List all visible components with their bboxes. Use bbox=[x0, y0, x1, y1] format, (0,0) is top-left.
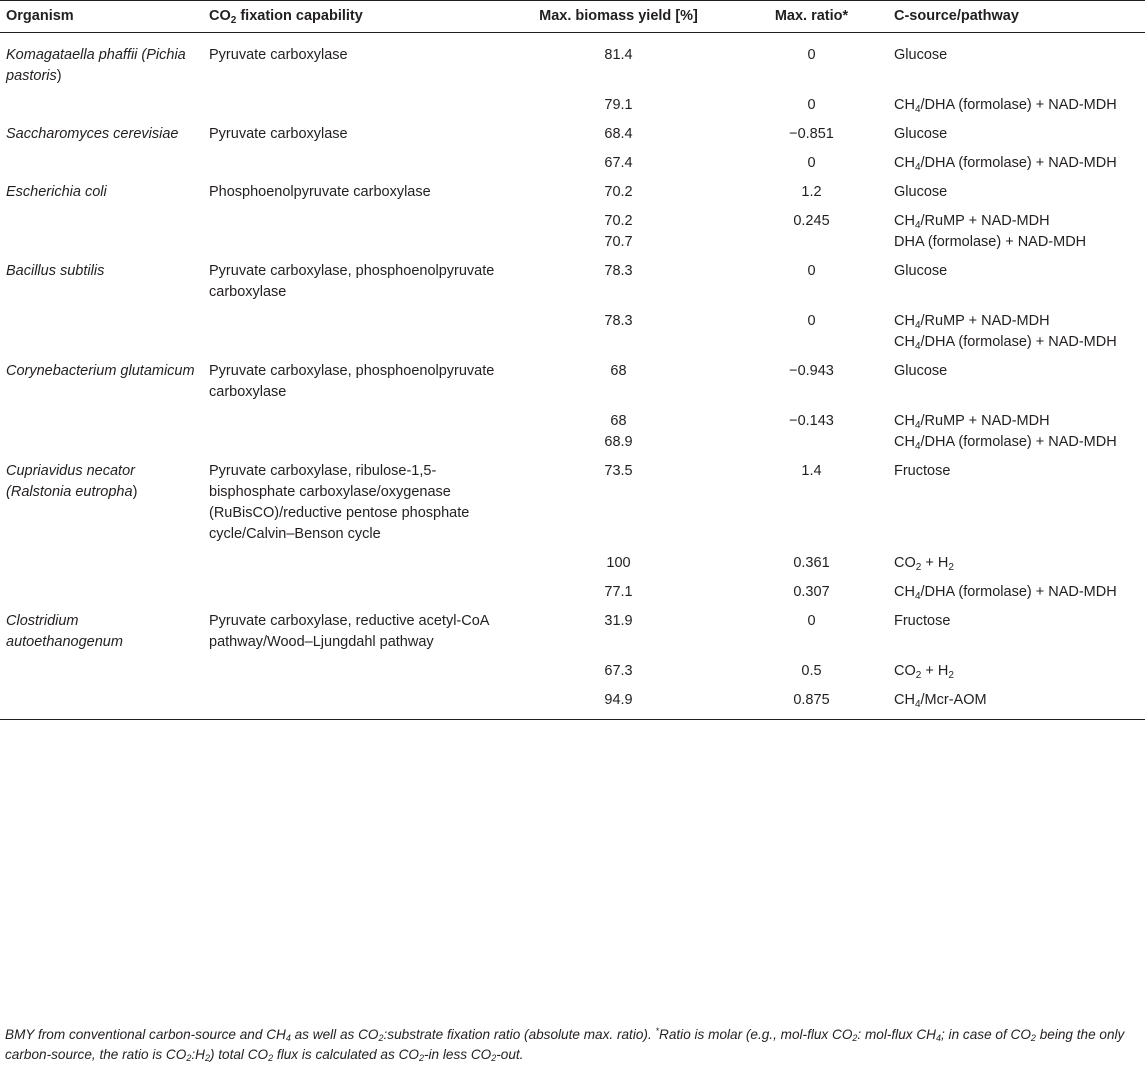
csource-cell: Fructose bbox=[894, 463, 951, 479]
ratio-cell: 0.361 bbox=[793, 555, 830, 571]
organism-cell: Cupriavidus necator (Ralstonia eutropha) bbox=[6, 463, 138, 500]
table-row bbox=[0, 353, 1145, 403]
ratio-cell: −0.851 bbox=[789, 126, 834, 142]
capability-cell: Pyruvate carboxylase, phosphoenolpyruvate carboxylase bbox=[209, 263, 495, 300]
table-row bbox=[0, 33, 1145, 88]
header-c-source: C-source/pathway bbox=[888, 1, 1145, 33]
table-footnote: BMY from conventional carbon-source and $CH_4$ as well as $CO_2:substrate$ fixation ratio (absolute max. ratio). *Ratio is molar (e.g., mol-flux $CO_2$: mol-flux $CH_4$; in case of $CO_2$ being the only carbon-source, the ratio is $CO_2:H_2$) total $CO_2$ flux is calculated as $CO_2-in$ less $CO_2$-out. bbox=[5, 1026, 1125, 1063]
organism-cell: Komagataella phaffii (Pichia pastoris) bbox=[6, 47, 186, 84]
ratio-cell: 0.245 bbox=[793, 213, 830, 229]
capability-cell: Pyruvate carboxylase, ribulose-1,5-bisphosphate carboxylase/oxygenase (RuBisCO)/reductive pentose phosphate cycle/Calvin–Benson cycle bbox=[209, 463, 470, 542]
yield-cell: 78.3 bbox=[604, 313, 633, 329]
csource-cell: $CH_4$/RuMP + NAD-MDH $CH_4$/DHA (formolase) + NAD-MDH bbox=[894, 413, 1117, 452]
ratio-cell: 0 bbox=[807, 263, 816, 279]
csource-cell: Glucose bbox=[894, 263, 948, 279]
capability-cell: Pyruvate carboxylase bbox=[209, 47, 348, 63]
csource-cell: Glucose bbox=[894, 184, 948, 200]
yield-cell: 79.1 bbox=[604, 97, 633, 113]
ratio-cell: 1.4 bbox=[801, 463, 822, 479]
table-row bbox=[0, 87, 1145, 116]
capability-cell: Phosphoenolpyruvate carboxylase bbox=[209, 184, 431, 200]
yield-cell: 68 68.9 bbox=[604, 413, 633, 450]
ratio-cell: 0 bbox=[807, 613, 816, 629]
yield-cell: 31.9 bbox=[604, 613, 633, 629]
table-row bbox=[0, 603, 1145, 653]
header-biomass-yield: Max. biomass yield [%] bbox=[502, 1, 733, 33]
table-row bbox=[0, 116, 1145, 145]
yield-cell: 67.4 bbox=[604, 155, 633, 171]
capability-cell: Pyruvate carboxylase, phosphoenolpyruvate carboxylase bbox=[209, 363, 495, 400]
csource-cell: Fructose bbox=[894, 613, 951, 629]
yield-cell: 77.1 bbox=[604, 584, 633, 600]
csource-cell: Glucose bbox=[894, 363, 948, 379]
csource-cell: Glucose bbox=[894, 126, 948, 142]
ratio-cell: 0.307 bbox=[793, 584, 830, 600]
yield-cell: 81.4 bbox=[604, 47, 633, 63]
organism-cell: Saccharomyces cerevisiae bbox=[6, 126, 179, 142]
ratio-cell: 0.875 bbox=[793, 692, 830, 708]
table-row bbox=[0, 653, 1145, 682]
yield-cell: 68.4 bbox=[604, 126, 633, 142]
csource-cell: $CH_4$/RuMP + NAD-MDH $CH_4$/DHA (formolase) + NAD-MDH bbox=[894, 313, 1117, 352]
table-row bbox=[0, 545, 1145, 574]
csource-cell: Glucose bbox=[894, 47, 948, 63]
csource-cell: $CH_4$/DHA (formolase) + NAD-MDH bbox=[894, 97, 1117, 115]
csource-cell: $CH_4$/DHA (formolase) + NAD-MDH bbox=[894, 155, 1117, 173]
organism-cell: Corynebacterium glutamicum bbox=[6, 363, 195, 379]
yield-cell: 70.2 bbox=[604, 184, 633, 200]
capability-cell: Pyruvate carboxylase bbox=[209, 126, 348, 142]
table-row bbox=[0, 253, 1145, 303]
yield-cell: 73.5 bbox=[604, 463, 633, 479]
header-co2-fixation: $CO_2$ fixation capability bbox=[203, 1, 502, 33]
table-row bbox=[0, 303, 1145, 353]
table-row bbox=[0, 574, 1145, 603]
table-row bbox=[0, 403, 1145, 453]
ratio-cell: 0 bbox=[807, 313, 816, 329]
table-row bbox=[0, 145, 1145, 174]
yield-cell: 94.9 bbox=[604, 692, 633, 708]
csource-cell: $CO_2 + H_2$ bbox=[894, 663, 954, 681]
yield-cell: 68 bbox=[610, 363, 627, 379]
yield-cell: 100 bbox=[606, 555, 631, 571]
table-row bbox=[0, 174, 1145, 203]
ratio-cell: 0.5 bbox=[801, 663, 822, 679]
organism-cell: Clostridium autoethanogenum bbox=[6, 613, 123, 650]
csource-cell: $CH_4$/DHA (formolase) + NAD-MDH bbox=[894, 584, 1117, 602]
ratio-cell: 0 bbox=[807, 97, 816, 113]
yield-cell: 70.2 70.7 bbox=[604, 213, 633, 250]
yield-cell: 78.3 bbox=[604, 263, 633, 279]
header-organism: Organism bbox=[0, 1, 203, 33]
table-row bbox=[0, 453, 1145, 545]
csource-cell: $CO_2 + H_2$ bbox=[894, 555, 954, 573]
ratio-cell: 0 bbox=[807, 155, 816, 171]
yield-cell: 67.3 bbox=[604, 663, 633, 679]
csource-cell: $CH_4$/RuMP + NAD-MDH DHA (formolase) + NAD-MDH bbox=[894, 213, 1087, 250]
organism-cell: Escherichia coli bbox=[6, 184, 107, 200]
organism-cell: Bacillus subtilis bbox=[6, 263, 105, 279]
table-row bbox=[0, 682, 1145, 720]
capability-cell: Pyruvate carboxylase, reductive acetyl-CoA pathway/Wood–Ljungdahl pathway bbox=[209, 613, 489, 650]
header-max-ratio: Max. ratio* bbox=[733, 1, 888, 33]
ratio-cell: −0.143 bbox=[789, 413, 834, 429]
ratio-cell: 0 bbox=[807, 47, 816, 63]
ratio-cell: −0.943 bbox=[789, 363, 834, 379]
table-row bbox=[0, 203, 1145, 253]
ratio-cell: 1.2 bbox=[801, 184, 822, 200]
header-row bbox=[0, 1, 1145, 33]
csource-cell: $CH_4/Mcr$-AOM bbox=[894, 692, 987, 710]
